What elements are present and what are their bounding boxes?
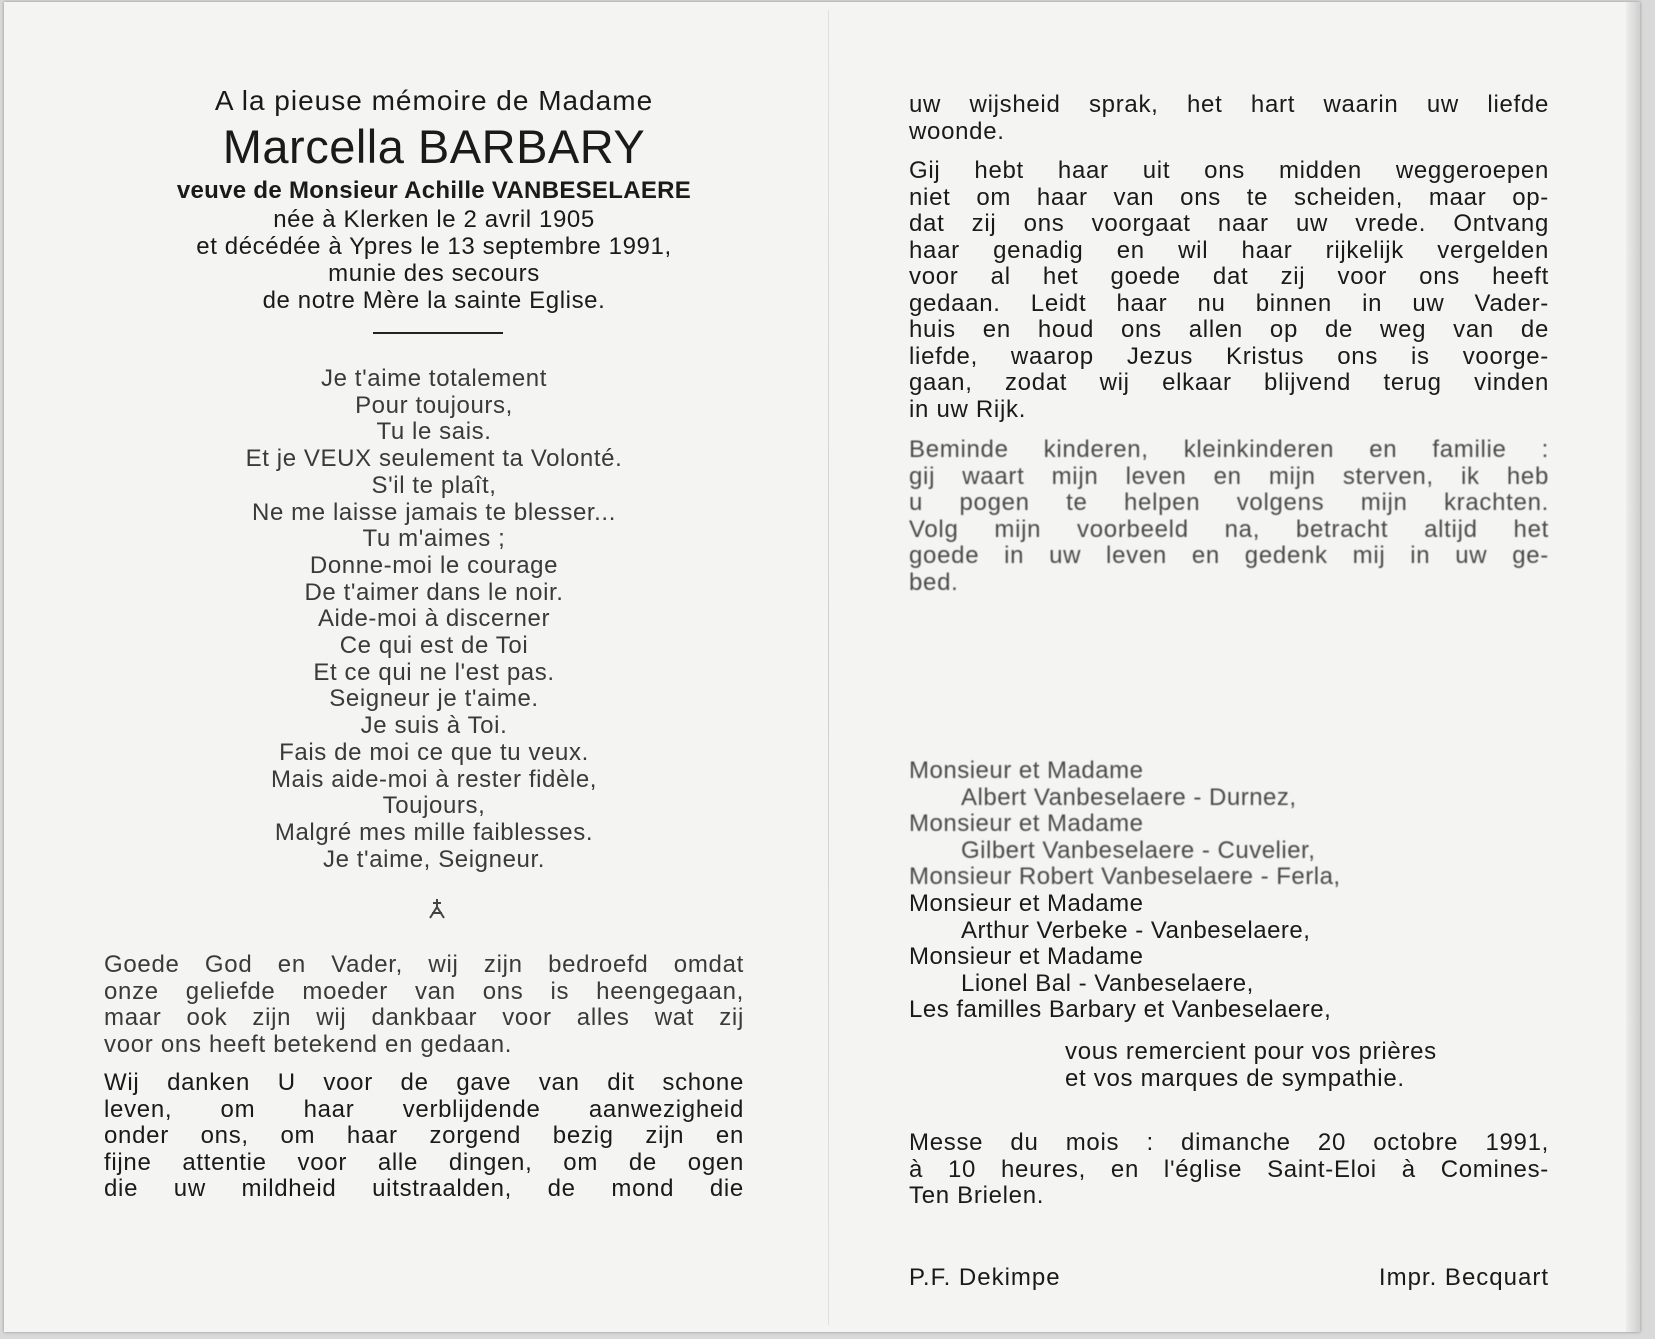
prayer-paragraph-1	[104, 952, 744, 1058]
poem-line: Fais de moi ce que tu veux.	[279, 738, 589, 766]
poem-line: Et je VEUX seulement ta Volonté.	[245, 445, 623, 473]
paragraph-line: fijne attentie voor alle dingen, om de ogen	[104, 1148, 744, 1176]
thanks-line: vous remercient pour vos prières	[1065, 1038, 1437, 1065]
paragraph-line: bed.	[909, 568, 959, 596]
paragraph-line: voor al het goede dat zij voor ons heeft	[909, 263, 1549, 290]
poem-line: Pour toujours,	[355, 391, 513, 419]
poem-line: Je suis à Toi.	[360, 712, 508, 740]
family-line: Lionel Bal - Vanbeselaere,	[961, 969, 1254, 997]
paragraph-line: onder ons, om haar zorgend bezig zijn en	[104, 1122, 744, 1149]
paragraph-line: Goede God en Vader, wij zijn bedroefd omdat	[104, 951, 744, 978]
paragraph-line: Beminde kinderen, kleinkinderen en familie :	[909, 436, 1549, 463]
paragraph-line: onze geliefde moeder van ons is heengegaan,	[104, 977, 744, 1005]
family-line: Monsieur et Madame	[909, 757, 1144, 784]
prayer-continuation	[909, 92, 1549, 145]
family-line: Monsieur Robert Vanbeselaere - Ferla,	[909, 863, 1341, 891]
paragraph-line: die uw mildheid uitstraalden, de mond die	[104, 1175, 744, 1202]
poem-line: Tu m'aimes ;	[362, 525, 506, 553]
family-line: Monsieur et Madame	[909, 889, 1144, 917]
poem-line: Toujours,	[382, 792, 486, 820]
sacraments-line-1: munie des secours	[328, 260, 540, 287]
sacraments-line-2: de notre Mère la sainte Eglise.	[262, 287, 606, 314]
family-line: Albert Vanbeselaere - Durnez,	[961, 783, 1297, 811]
paragraph-line: Volg mijn voorbeeld na, betracht altijd het	[909, 515, 1549, 543]
memorial-heading	[114, 82, 754, 314]
poem-line: Je t'aime totalement	[320, 365, 548, 392]
family-line: Gilbert Vanbeselaere - Cuvelier,	[961, 836, 1316, 864]
poem-line: S'il te plaît,	[371, 471, 497, 499]
poem-line: Ce qui est de Toi	[339, 632, 529, 660]
heading-divider	[373, 332, 503, 334]
poem-line: Malgré mes mille faiblesses.	[274, 818, 594, 846]
cross-ornament-icon	[422, 898, 452, 924]
paragraph-line: liefde, waarop Jezus Kristus ons is voorge-	[909, 342, 1549, 370]
poem-line: Ne me laisse jamais te blesser...	[252, 498, 616, 526]
mass-announcement	[909, 1130, 1549, 1210]
thanks-text	[1065, 1038, 1625, 1092]
prayer-poem	[144, 366, 724, 873]
funeral-director: P.F. Dekimpe	[909, 1264, 1061, 1291]
paragraph-line: gedaan. Leidt haar nu binnen in uw Vader-	[909, 289, 1549, 317]
paragraph-line: gij waart mijn leven en mijn sterven, ik heb	[909, 462, 1549, 490]
paragraph-line: Wij danken U voor de gave van dit schone	[104, 1069, 744, 1096]
family-list	[909, 758, 1589, 1024]
farewell-paragraph	[909, 437, 1549, 596]
paragraph-line: huis en houd ons allen op de weg van de	[909, 316, 1549, 343]
paragraph-line: Gij hebt haar uit ons midden weggeroepen	[909, 157, 1549, 184]
family-line: Monsieur et Madame	[909, 943, 1144, 971]
poem-line: Seigneur je t'aime.	[329, 685, 539, 713]
deceased-name: Marcella BARBARY	[222, 120, 646, 173]
prayer-paragraph-2	[104, 1070, 744, 1203]
prayer-paragraph-3	[909, 158, 1549, 423]
poem-line: Mais aide-moi à rester fidèle,	[270, 765, 598, 793]
family-line: Monsieur et Madame	[909, 810, 1144, 838]
poem-line: Aide-moi à discerner	[317, 605, 551, 633]
card-edge-shadow	[1626, 2, 1640, 1332]
widow-of-line: veuve de Monsieur Achille VANBESELAERE	[176, 177, 692, 204]
paragraph-line: maar ook zijn wij dankbaar voor alles wat zij	[104, 1004, 744, 1031]
paragraph-line: in uw Rijk.	[909, 395, 1027, 423]
paragraph-line: voor ons heeft betekend en gedaan.	[104, 1030, 513, 1058]
card-fold	[828, 10, 829, 1325]
memorial-card	[4, 2, 1640, 1332]
paragraph-line: haar genadig en wil haar rijkelijk vergelden	[909, 236, 1549, 264]
paragraph-line: leven, om haar verblijdende aanwezigheid	[104, 1095, 744, 1123]
pious-memory-line: A la pieuse mémoire de Madame	[214, 85, 654, 116]
printer-credit: Impr. Becquart	[1378, 1264, 1549, 1291]
birth-line: née à Klerken le 2 avril 1905	[273, 206, 595, 233]
mass-line: Ten Brielen.	[909, 1182, 1045, 1209]
poem-line: Donne-moi le courage	[309, 551, 559, 579]
family-line: Les familles Barbary et Vanbeselaere,	[909, 996, 1332, 1024]
mass-line: Messe du mois : dimanche 20 octobre 1991,	[909, 1129, 1549, 1156]
poem-line: De t'aimer dans le noir.	[304, 578, 564, 606]
paragraph-line: niet om haar van ons te scheiden, maar op-	[909, 183, 1549, 211]
mass-line: à 10 heures, en l'église Saint-Eloi à Comines-	[909, 1155, 1549, 1183]
poem-line: Tu le sais.	[376, 418, 492, 446]
family-line: Arthur Verbeke - Vanbeselaere,	[961, 916, 1311, 944]
paragraph-line: gaan, zodat wij elkaar blijvend terug vinden	[909, 369, 1549, 396]
paragraph-line: goede in uw leven en gedenk mij in uw ge-	[909, 542, 1549, 569]
poem-line: Et ce qui ne l'est pas.	[313, 658, 555, 686]
paragraph-line: woonde.	[909, 117, 1005, 145]
paragraph-line: u pogen te helpen volgens mijn krachten.	[909, 489, 1549, 516]
paragraph-line: uw wijsheid sprak, het hart waarin uw liefde	[909, 91, 1549, 118]
death-line: et décédée à Ypres le 13 septembre 1991,	[196, 233, 672, 260]
paragraph-line: dat zij ons voorgaat naar uw vrede. Ontvang	[909, 210, 1549, 237]
poem-line: Je t'aime, Seigneur.	[322, 845, 546, 873]
thanks-line: et vos marques de sympathie.	[1065, 1065, 1405, 1092]
